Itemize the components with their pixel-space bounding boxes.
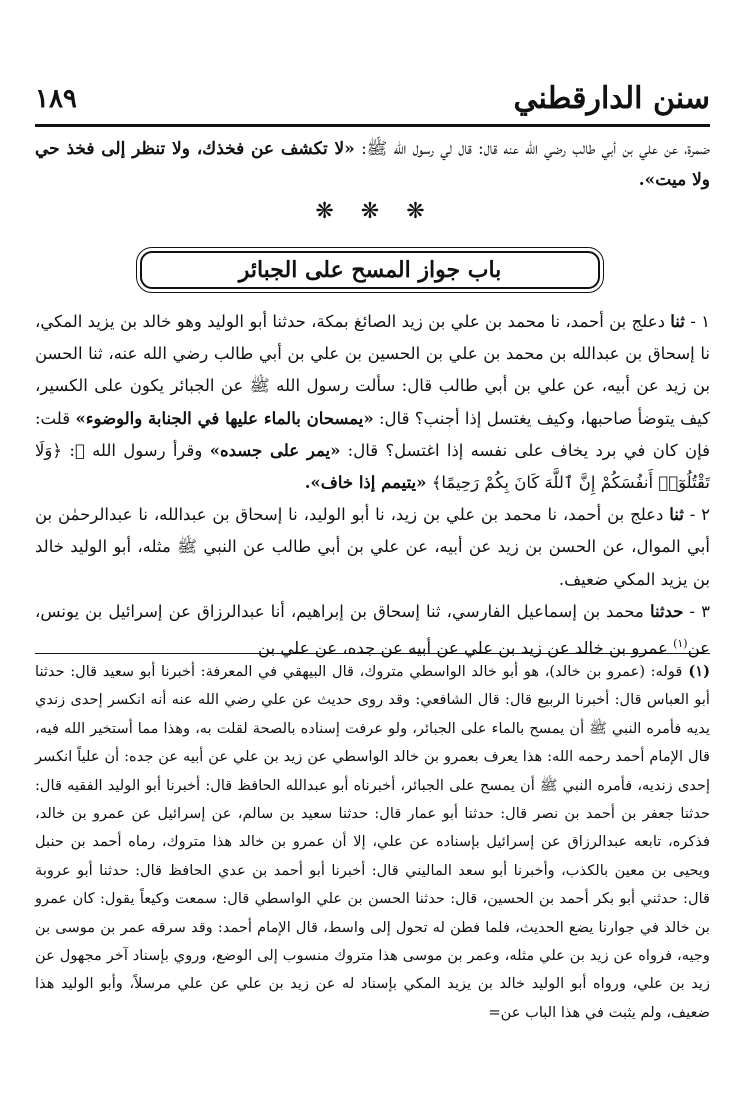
hadith-number: ١ - [684, 312, 710, 331]
hadith-text: وقرأ رسول الله ﷺ: ﴿وَلَا تَقْتُلُوٓا۟ أَنفُسَكُمْ إِنَّ ٱللَّهَ كَانَ بِكُمْ رَحِيمًا﴾ [35, 440, 710, 493]
hadith-quote: «يمسحان بالماء عليها في الجنابة والوضوء» [75, 408, 374, 428]
hadith-text: عمرو بن خالد عن زيد بن علي عن أبيه عن جده، عن علي بن [258, 638, 674, 658]
continued-text [35, 134, 710, 196]
hadith-quote: «يتيمم إذا خاف». [304, 473, 427, 493]
hadith-text: قلت: فإن كان في برد يخاف على نفسه إذا اغتسل؟ قال: [35, 408, 711, 460]
footnote-rule [35, 653, 710, 654]
hadith-2 [35, 499, 710, 596]
hadith-lead: حدثنا [649, 601, 684, 621]
hadith-text: دعلج بن أحمد، نا محمد بن علي بن زيد، نا أبو الوليد، نا إسحاق بن عبدالله، نا عبدالرحمٰن بن أبي الموال، عن الحسن بن زيد عن أبيه، عن علي بن أبي طالب عن النبي ﷺ مثله، أبو الوليد خالد بن يزيد المكي ضعيف. [35, 505, 710, 589]
hadith-lead: ثنا [670, 312, 685, 331]
hadith-number: ٢ - [683, 505, 710, 525]
hadith-body [35, 306, 710, 665]
page-number: ١٨٩ [35, 84, 77, 114]
footnote [35, 658, 710, 1027]
header-rule [35, 124, 710, 127]
continued-text-plain: ضمرة، عن علي بن أبي طالب رضي الله عنه قال: قال لي رسول الله ﷺ: [361, 139, 710, 159]
chapter-title: باب جواز المسح على الجبائر [140, 251, 600, 289]
hadith-text: دعلج بن أحمد، نا محمد بن علي بن زيد الصائغ بمكة، حدثنا أبو الوليد وهو خالد بن يزيد المكي، نا إسحاق بن عبدالله بن محمد بن علي بن الحسين بن علي بن أبي طالب رضي الله عنه، ثنا الحسن بن زيد عن أبيه، عن علي بن أبي طالب قال: سألت رسول الله ﷺ عن الجبائر يكون على الكسير، كيف يتوضأ صاحبها، وكيف يغتسل إذا أجنب؟ قال: [35, 312, 710, 428]
footnote-text: قوله: (عمرو بن خالد)، هو أبو خالد الواسطي متروك، قال البيهقي في المعرفة: أخبرنا أبو سعيد قال: حدثنا أبو العباس قال: أخبرنا الربيع قال: قال الشافعي: وقد روى حديث عن علي رضي الله عنه أنه انكسر إحدى زندي يديه فأمره النبي ﷺ أن يمسح بالماء على الجبائر، ولو عرفت إسناده بالصحة لقلت به، وهذا مما أستخير الله فيه، قال الإمام أحمد رحمه الله: هذا يعرف بعمرو بن خالد الواسطي عن زيد بن علي عن أبيه عن جده: أن علياً انكسر إحدى زنديه، فأمره النبي ﷺ أن يمسح على الجبائر، أخبرناه أبو عبدالله الحافظ قال: أخبرنا أبو الوليد الفقيه قال: حدثنا جعفر بن أحمد بن نصر قال: حدثنا أبو عمار قال: حدثنا سعيد بن سالم، عن إسرائيل عن عمرو بن خالد، فذكره، تابعه عبدالرزاق عن إسرائيل بإسناده عن علي، إلا أن عمرو بن خالد هذا متروك، رماه أحمد بن حنبل ويحيى بن معين بالكذب، وأخبرنا أبو سعد الماليني قال: أخبرنا أبو أحمد بن عدي الحافظ قال: حدثنا أبو عروبة قال: حدثني أبو بكر أحمد بن الحسين، قال: حدثنا الحسن بن علي الواسطي قال: سمعت وكيعاً يقول: كان عمرو بن خالد في جوارنا يضع الحديث، فلما فطن له تحول إلى واسط، قال الإمام أحمد: وقد سرقه عمر بن موسى بن وجيه، فرواه عن زيد بن علي مثله، وعمر بن موسى هذا متروك منسوب إلى الوضع، وروي بإسناد آخر مجهول عن زيد بن علي، ورواه أبو الوليد خالد بن يزيد المكي بإسناد له عن زيد بن علي عن علي مرسلاً، وأبو الوليد هذا ضعيف، ولم يثبت في هذا الباب عن= [35, 663, 710, 1021]
footnote-mark: (١) [688, 663, 710, 680]
footnote-reference[interactable]: (١) [673, 637, 688, 651]
hadith-text: محمد بن إسماعيل الفارسي، ثنا إسحاق بن إبراهيم، أنا عبدالرزاق عن إسرائيل بن يونس، عن [35, 601, 710, 658]
hadith-lead: ثنا [669, 505, 684, 525]
running-title: سنن الدارقطني [513, 81, 710, 116]
continued-text-quote: «لا تكشف عن فخذك، ولا تنظر إلى فخذ حي ولا ميت». [35, 139, 710, 190]
section-separator: ❋ ❋ ❋ [315, 199, 435, 224]
hadith-1 [35, 306, 710, 499]
page-header [35, 78, 710, 120]
hadith-number: ٣ - [683, 601, 710, 621]
hadith-quote: «يمر على جسده» [209, 440, 341, 460]
hadith-3 [35, 596, 710, 665]
